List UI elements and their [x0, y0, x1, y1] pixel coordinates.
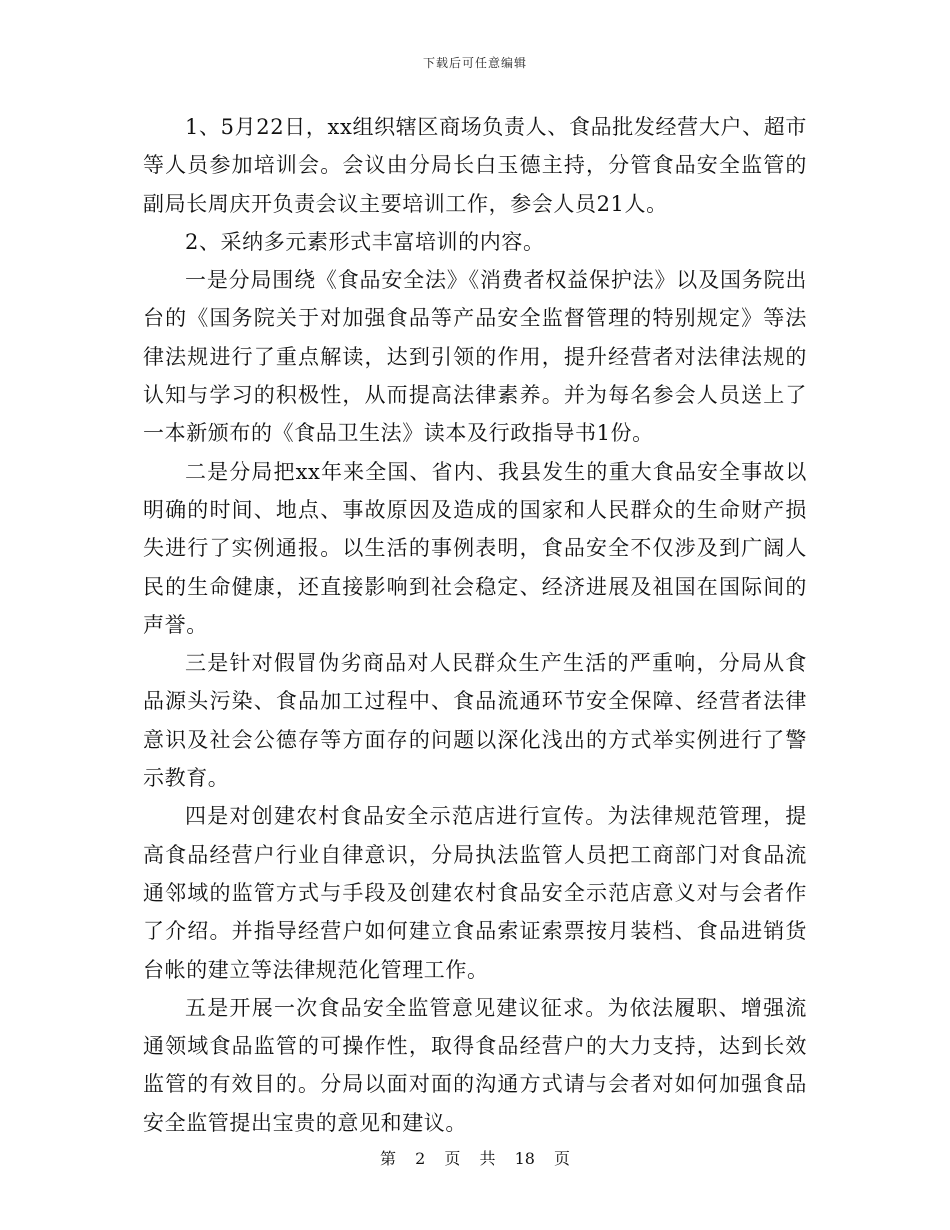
footer-current-page: 2 — [415, 1149, 426, 1168]
footer-prefix: 第 — [379, 1149, 396, 1168]
footer-total-word: 共 — [479, 1149, 496, 1168]
paragraph-4: 二是分局把xx年来全国、省内、我县发生的重大食品安全事故以明确的时间、地点、事故原因及造成的国家和人民群众的生命财产损失进行了实例通报。以生活的事例表明，食品安全不仅涉及到广阔人民的生命健康，还直接影响到社会稳定、经济进展及祖国在国际间的声誉。 — [143, 459, 807, 637]
paragraph-1: 1、5月22日，xx组织辖区商场负责人、食品批发经营大户、超市等人员参加培训会。会议由分局长白玉德主持，分管食品安全监管的副局长周庆开负责会议主要培训工作，参会人员21人。 — [143, 115, 807, 216]
paragraph-3: 一是分局围绕《食品安全法》《消费者权益保护法》以及国务院出台的《国务院关于对加强食品等产品安全监督管理的特别规定》等法律法规进行了重点解读，达到引领的作用，提升经营者对法律法规的认知与学习的积极性，从而提高法律素养。并为每名参会人员送上了一本新颁布的《食品卫生法》读本及行政指导书1份。 — [143, 268, 807, 446]
footer-page-word: 页 — [444, 1149, 461, 1168]
header-note: 下载后可任意编辑 — [422, 56, 527, 70]
paragraph-7: 五是开展一次食品安全监管意见建议征求。为依法履职、增强流通领域食品监管的可操作性，取得食品经营户的大力支持，达到长效监管的有效目的。分局以面对面的沟通方式请与会者对如何加强食品安全监管提出宝贵的意见和建议。 — [143, 995, 807, 1135]
paragraph-6: 四是对创建农村食品安全示范店进行宣传。为法律规范管理，提高食品经营户行业自律意识，分局执法监管人员把工商部门对食品流通邻域的监管方式与手段及创建农村食品安全示范店意义对与会者作了介绍。并指导经营户如何建立食品索证索票按月装档、食品进销货台帐的建立等法律规范化管理工作。 — [143, 804, 807, 982]
footer-total-pages: 18 — [514, 1149, 535, 1168]
page-footer — [0, 1146, 950, 1169]
paragraph-2: 2、采纳多元素形式丰富培训的内容。 — [185, 229, 545, 254]
paragraph-5: 三是针对假冒伪劣商品对人民群众生产生活的严重响，分局从食品源头污染、食品加工过程中、食品流通环节安全保障、经营者法律意识及社会公德存等方面存的问题以深化浅出的方式举实例进行了警示教育。 — [143, 651, 807, 791]
footer-suffix: 页 — [554, 1149, 571, 1168]
document-body — [143, 108, 807, 1142]
